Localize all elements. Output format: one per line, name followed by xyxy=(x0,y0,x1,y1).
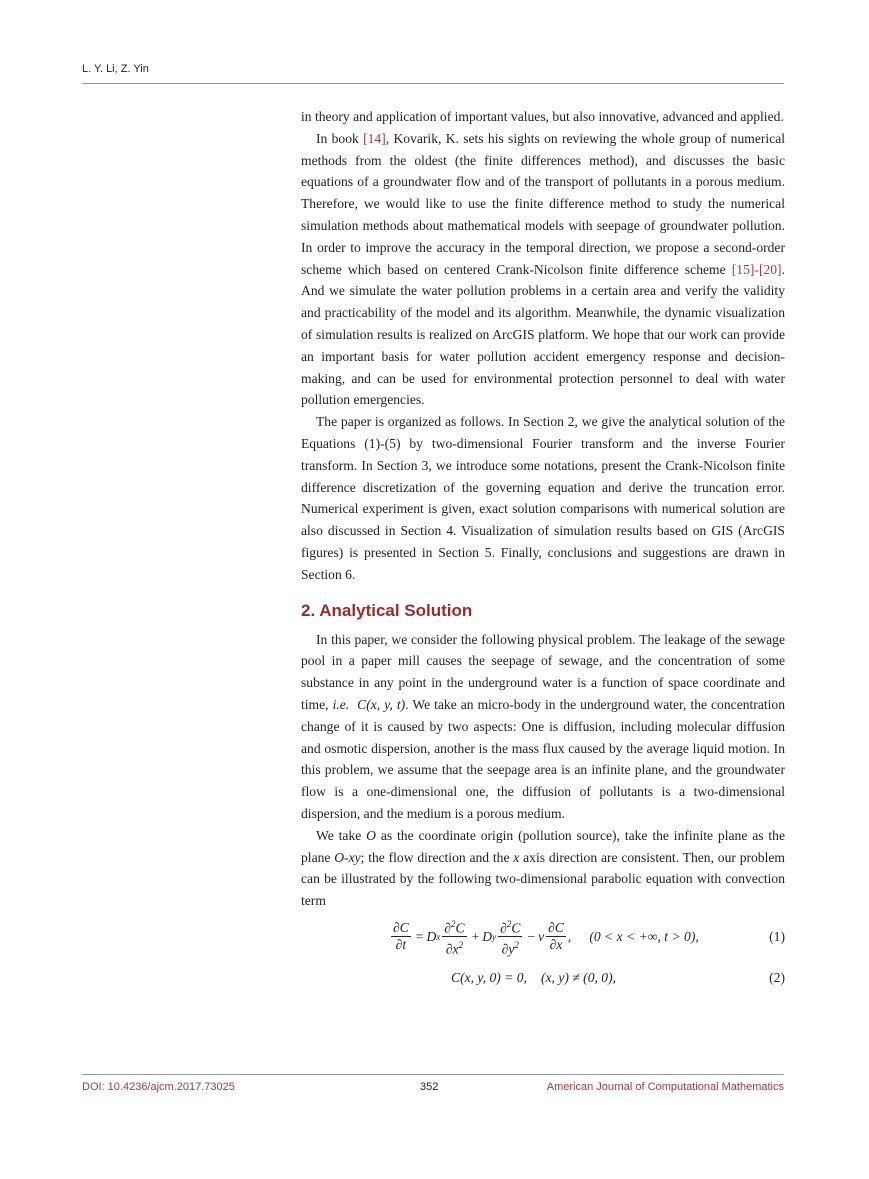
plane-symbol: O-xy xyxy=(334,849,361,865)
section-heading: 2. Analytical Solution xyxy=(301,600,473,620)
equation-1-condition: (0 < x < +∞, t > 0), xyxy=(589,928,699,944)
paragraph-physical-problem xyxy=(301,629,785,825)
footer-journal-link[interactable]: American Journal of Computational Mathematics xyxy=(546,1081,784,1093)
origin-symbol: O xyxy=(366,827,376,843)
footer-divider xyxy=(82,1074,784,1075)
paragraph-text: In this paper, we consider the following physical problem. The leakage of the sewage pool in a paper mill causes the seepage of sewage, and the concentration of some substance in any point in the underground water is a function of space coordinate and time, xyxy=(301,631,785,712)
header-divider xyxy=(82,83,784,84)
inline-function: C(x, y, t) xyxy=(357,696,406,712)
equation-2-lhs: C(x, y, 0) = 0, xyxy=(451,969,527,985)
page-number: 352 xyxy=(420,1081,439,1093)
equation-1-body: $\frac{\partial C}{\partial t}$ = D x $\frac{\partial^2C}{\partial x^2}$ + D y $\frac{\partial^2C}{\partial y^2}$ − v $\frac{\partial C}{\partial x}$ , (0 < x < +∞, t > 0), xyxy=(389,912,699,962)
citation-link-15-20[interactable]: [15]-[20] xyxy=(731,261,782,277)
paragraph-text: axis direction are consistent. Then, our problem can be illustrated by the following two-dimensional parabolic equation with convection term xyxy=(301,849,785,909)
paragraph-text: In book xyxy=(316,130,364,146)
paragraph-text: ; the flow direction and the xyxy=(360,849,514,865)
equation-2-number: (2) xyxy=(769,969,785,985)
ie-abbrev: i.e. xyxy=(332,696,350,712)
equation-2-condition: (x, y) ≠ (0, 0), xyxy=(541,969,617,985)
paragraph-text: , Kovarik, K. sets his sights on reviewing the whole group of numerical methods from the oldest (the finite differences method), and discusses the basic equations of a groundwater flow and of the transport of pollutants in a porous medium. Therefore, we would like to use the finite difference method to study the numerical simulation methods about mathematical models with seepage of groundwater pollution. In order to improve the accuracy in the temporal direction, we propose a second-order scheme which based on centered Crank-Nicolson finite difference scheme xyxy=(301,130,786,277)
fraction-d2C-dx2: $\frac{\partial^2C}{\partial x^2}$ xyxy=(442,916,466,958)
paragraph-text: . We take an micro-body in the underground water, the concentration change of it is caused by two aspects: One is diffusion, including molecular diffusion and osmotic dispersion, another is the mass flux caused by the average liquid motion. In this problem, we assume that the seepage area is an infinite plane, and the groundwater flow is a one-dimensional one, the diffusion of pollutants is a two-dimensional dispersion, and the medium is a porous medium. xyxy=(301,696,786,821)
paragraph-organization: The paper is organized as follows. In Section 2, we give the analytical solution of the Equations (1)-(5) by two-dimensional Fourier transform and the inverse Fourier transform. In Section 3, we introduce some notations, present the Crank-Nicolson finite difference discretization of the governing equation and derive the truncation error. Numerical experiment is given, exact solution comparisons with numerical solution are also discussed in Section 4. Visualization of simulation results based on GIS (ArcGIS figures) is presented in Section 5. Finally, conclusions and suggestions are drawn in Section 6. xyxy=(301,414,785,582)
footer-doi-link[interactable]: DOI: 10.4236/ajcm.2017.73025 xyxy=(82,1081,235,1093)
equation-1-number: (1) xyxy=(769,928,785,944)
axis-symbol: x xyxy=(513,849,520,865)
fraction-d2C-dy2: $\frac{\partial^2C}{\partial y^2}$ xyxy=(498,916,522,958)
citation-link-14[interactable]: [14] xyxy=(363,130,386,146)
main-text-column xyxy=(301,106,785,994)
equation-2-body xyxy=(451,962,616,994)
paragraph-text: . And we simulate the water pollution problems in a certain area and verify the validity and practicability of the model and its algorithm. Meanwhile, the dynamic visualization of simulation results is realized on ArcGIS platform. We hope that our work can provide an important basis for water pollution accident emergency response and decision-making, and can be used for environmental protection personnel to deal with water pollution emergencies. xyxy=(301,261,785,408)
equation-1 xyxy=(301,912,785,962)
paragraph-text: as the coordinate origin (pollution source), take the infinite plane as the plane xyxy=(301,827,786,865)
paragraph-continuation: in theory and application of important values, but also innovative, advanced and applied. xyxy=(301,109,784,124)
equation-2 xyxy=(301,962,785,994)
fraction-dC-dt: $\frac{\partial C}{\partial t}$ xyxy=(393,920,409,953)
fraction-dC-dx: $\frac{\partial C}{\partial x}$ xyxy=(548,920,564,953)
running-head-authors: L. Y. Li, Z. Yin xyxy=(82,63,149,75)
paragraph-coordinate xyxy=(301,825,785,912)
paragraph-text: We take xyxy=(316,827,367,843)
paragraph-kovarik xyxy=(301,128,785,411)
